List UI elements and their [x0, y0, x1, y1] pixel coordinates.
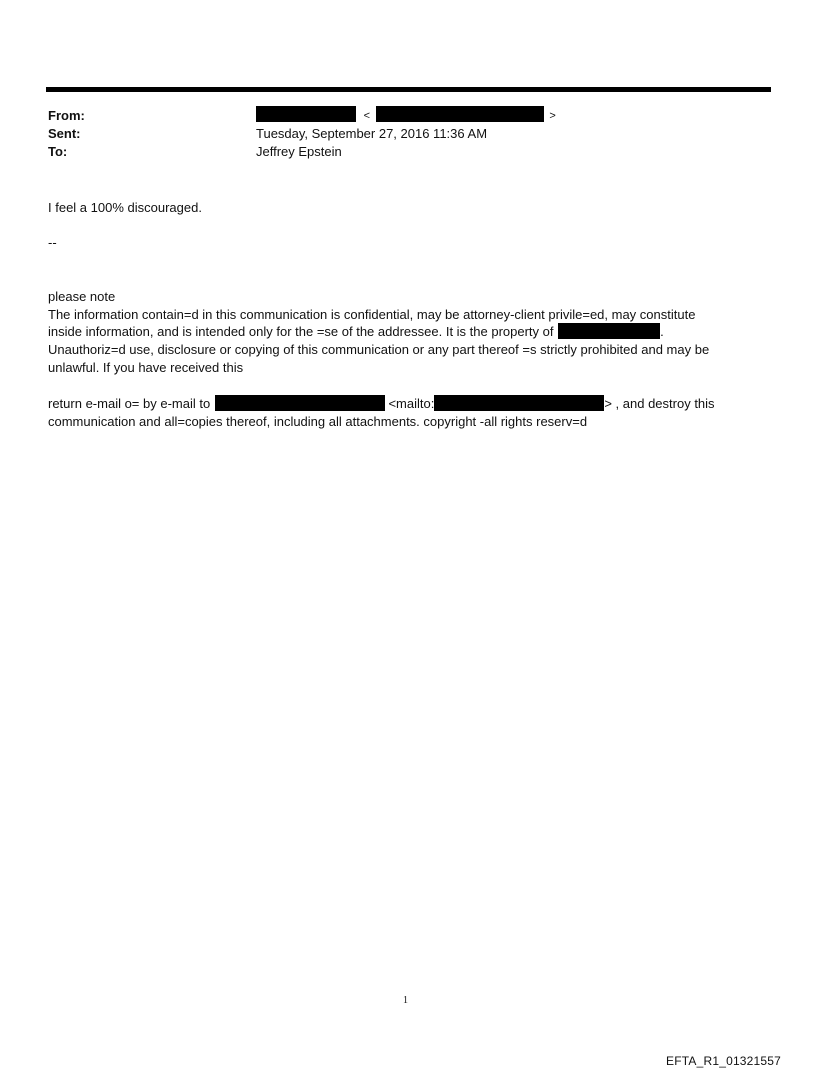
disclaimer-line-1: The information contain=d in this communication is confidential, may be attorney-client privile=ed, may constitute: [48, 307, 696, 322]
disclaimer-line-2-text: inside information, and is intended only for the =se of the addressee. It is the property of: [48, 324, 554, 339]
disclaimer-line-3: Unauthoriz=d use, disclosure or copying of this communication or any part thereof =s strictly prohibited and may be: [48, 342, 710, 357]
sent-value: Tuesday, September 27, 2016 11:36 AM: [256, 126, 488, 141]
from-close-bracket: >: [549, 110, 556, 122]
return-line-text: return e-mail o= by e-mail to: [48, 396, 211, 411]
sent-label: Sent:: [48, 126, 81, 141]
return-line: [48, 395, 715, 413]
redaction-sender-email: [376, 106, 544, 122]
message-line: I feel a 100% discouraged.: [48, 200, 202, 215]
disclaimer-line-2: [48, 323, 664, 341]
signature-separator: --: [48, 235, 57, 250]
disclaimer-final-line: communication and all=copies thereof, including all attachments. copyright -all rights reserv=d: [48, 414, 588, 429]
redaction-company-name: [558, 323, 660, 339]
return-line-end: > , and destroy this: [604, 396, 715, 411]
disclaimer-line-2-period: .: [660, 324, 664, 339]
document-id: EFTA_R1_01321557: [666, 1054, 782, 1068]
redaction-mailto-address: [434, 395, 604, 411]
header-divider: [46, 87, 771, 92]
from-label: From:: [48, 108, 85, 123]
from-value: [256, 106, 556, 124]
note-heading: please note: [48, 289, 116, 304]
return-line-mailto: <mailto:: [388, 396, 435, 411]
from-open-bracket: <: [363, 110, 371, 122]
disclaimer-line-4: unlawful. If you have received this: [48, 360, 244, 375]
redaction-return-email: [215, 395, 385, 411]
to-value: Jeffrey Epstein: [256, 144, 342, 159]
page-number: 1: [403, 995, 408, 1006]
to-label: To:: [48, 144, 68, 159]
redaction-sender-name: [256, 106, 356, 122]
